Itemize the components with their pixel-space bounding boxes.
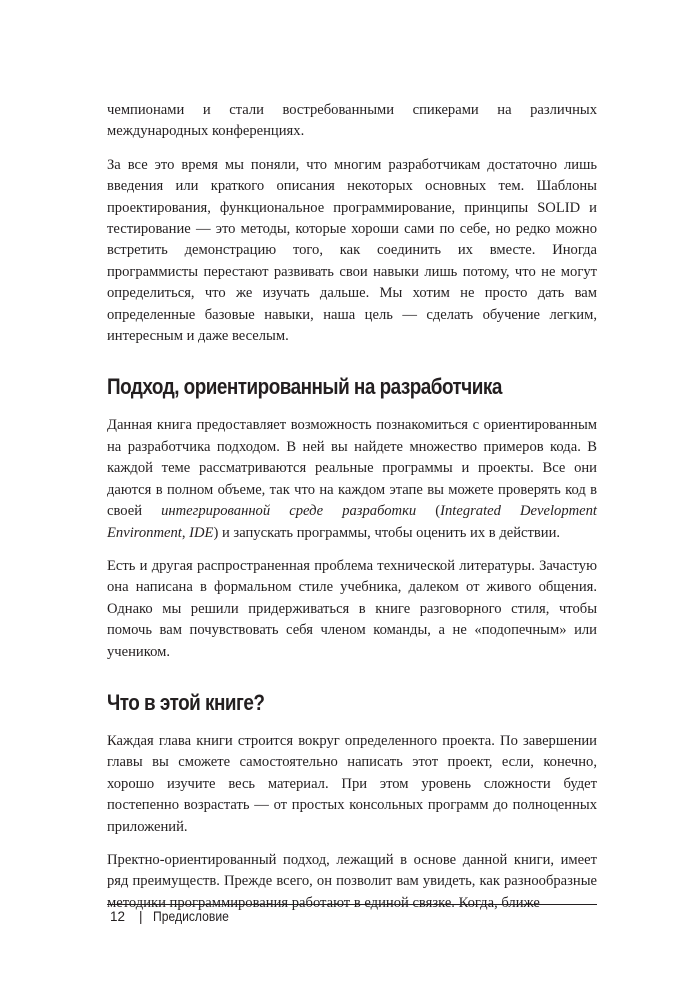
text-segment: ,	[181, 524, 190, 541]
paragraph-intro-1: чемпионами и стали востребованными спикерами на различных международных конференциях.	[107, 102, 597, 140]
term-ide-english: Integrated Development Environment	[107, 503, 597, 541]
page-content	[107, 100, 597, 914]
term-ide-abbrev: IDE	[189, 524, 214, 541]
paragraph-intro-2: За все это время мы поняли, что многим разработчикам достаточно лишь введения или краткого описания некоторых основных тем. Шаблоны проектирования, функциональное программирование, принципы SOLID и тестирование — это методы, которые хороши сами по себе, но редко можно встретить демонстрацию того, как соединить их вместе. Иногда программисты перестают развивать свои навыки лишь потому, что не могут определиться, что же изучать дальше. Мы хотим не просто дать вам определенные базовые навыки, наша цель — сделать обучение легким, интересным и даже веселым.	[107, 156, 597, 345]
section-heading-whats-in-book: Что в этой книге?	[107, 689, 265, 715]
section-heading-developer-approach: Подход, ориентированный на разработчика	[107, 374, 502, 400]
paragraph-whats-in-book-1: Каждая глава книги строится вокруг определенного проекта. По завершении главы вы сможете самостоятельно написать этот проект, если, конечно, хорошо изучите весь материал. При этом уровень сложности будет постепенно возрастать — от простых консольных программ до полноценных приложений.	[107, 732, 597, 835]
footer-separator: |	[139, 909, 143, 924]
running-title: Предисловие	[152, 909, 229, 924]
paragraph-whats-in-book-2: Прeктно-ориентированный подход, лежащий в основе данной книги, имеет ряд преимуществ. Прежде всего, он позволит вам увидеть, как разнообразные методики программирования работают в единой связке. Когда, ближе	[107, 851, 597, 911]
text-segment: ) и запускать программы, чтобы оценить их в действии.	[213, 524, 561, 541]
term-ide-russian: интегрированной среде разработки	[161, 503, 417, 520]
paragraph-developer-approach-1	[107, 415, 597, 543]
page-number: 12	[110, 909, 126, 924]
page-footer	[107, 904, 597, 924]
text-segment: Данная книга предоставляет возможность познакомиться с ориентированным на разработчика подходом. В ней вы найдете множество примеров кода. В каждой теме рассматриваются реальные программы и проекты. Все они даются в полном объеме, так что на каждом этапе вы можете проверять код в своей	[107, 417, 597, 520]
paragraph-developer-approach-2: Есть и другая распространенная проблема технической литературы. Зачастую она написана в формальном стиле учебника, далеком от живого общения. Однако мы решили придерживаться в книге разговорного стиля, чтобы помочь вам почувствовать себя членом команды, а не «подопечным» или учеником.	[107, 557, 597, 660]
text-segment: (	[416, 503, 441, 520]
